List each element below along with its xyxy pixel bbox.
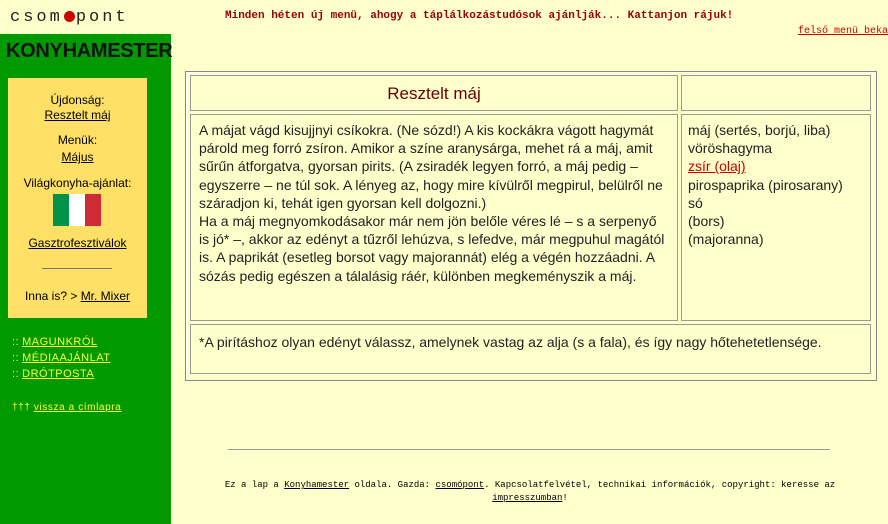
- bottom-divider: [228, 449, 830, 450]
- footer-text: Ez a lap a: [224, 480, 279, 490]
- recipe-title-cell: [190, 75, 678, 111]
- recipe-title: Resztelt máj: [387, 84, 481, 103]
- footer-text: !: [562, 493, 568, 503]
- instructions: [199, 121, 665, 285]
- italian-flag-icon[interactable]: [53, 194, 101, 226]
- ingredient-link-fat[interactable]: zsír (olaj): [688, 158, 746, 175]
- gastro-festivals-link[interactable]: Gasztrofesztiválok: [28, 236, 127, 250]
- logo-text: [10, 8, 129, 27]
- flag-stripe-white: [69, 194, 85, 226]
- note-cell: [190, 324, 871, 374]
- cross-icon: †††: [12, 402, 31, 413]
- nav-item-about: [12, 336, 110, 352]
- drink-line: [8, 289, 147, 303]
- instructions-paragraph-1: A májat vágd kisujjnyi csíkokra. (Ne sózd!) A kis kockákra vágott hagymát párold meg forró zsíron. Amikor a színe aranysárga, mehet rá a máj, amit sűrűn átforgatva, gyorsan pirits. (A zsiradék legyen forró, a máj pedig – egyszerre – ne túl sok. A lényeg az, hogy mire kívülről megpirul, belülről ne száradjon ki, tehát igen gyorsan kell dolgozni.): [199, 122, 663, 211]
- nav-item-media: [12, 352, 110, 368]
- sidebar-nav: [12, 336, 110, 384]
- footer-impresszum-link[interactable]: impresszumban: [492, 493, 563, 503]
- logo-left: csom: [10, 8, 63, 27]
- footer-text: oldala. Gazda:: [354, 480, 431, 490]
- logo[interactable]: [0, 0, 171, 34]
- back-to-home: [12, 402, 121, 413]
- footer-csomopont-link[interactable]: csomópont: [435, 480, 485, 490]
- nav-link-about[interactable]: MAGUNKRÓL: [22, 336, 98, 348]
- top-menu-link[interactable]: felső menü beka: [797, 26, 888, 37]
- menus-link[interactable]: Május: [61, 150, 94, 164]
- instructions-cell: [190, 114, 678, 321]
- nav-bullet: ::: [12, 368, 20, 380]
- nav-link-email[interactable]: DRÓTPOSTA: [22, 368, 95, 380]
- new-recipe-link[interactable]: Resztelt máj: [44, 108, 111, 122]
- menus-label: Menük:: [57, 133, 98, 147]
- footer-konyhamester-link[interactable]: Konyhamester: [284, 480, 350, 490]
- sidebar: [0, 0, 171, 524]
- feature-box: [8, 78, 147, 318]
- site-title[interactable]: KONYHAMESTER: [6, 40, 173, 62]
- divider: [42, 268, 112, 269]
- mr-mixer-link[interactable]: Mr. Mixer: [80, 289, 131, 303]
- logo-dot-icon: [64, 11, 75, 22]
- drink-prefix: Inna is? >: [24, 289, 78, 303]
- ingredient-item: vöröshagyma: [688, 140, 773, 157]
- back-to-home-link[interactable]: vissza a címlapra: [33, 402, 122, 413]
- logo-right: pont: [75, 8, 129, 27]
- world-cuisine-label: Világkonyha-ajánlat:: [23, 176, 132, 190]
- recipe-table: [185, 71, 877, 381]
- nav-link-media[interactable]: MÉDIAAJÁNLAT: [22, 352, 111, 364]
- ingredient-item: só: [688, 194, 703, 211]
- ingredient-item: (majoranna): [688, 231, 764, 248]
- ingredients-list: [688, 121, 843, 248]
- nav-bullet: ::: [12, 336, 20, 348]
- ingredient-item: máj (sertés, borjú, liba): [688, 122, 831, 138]
- flag-stripe-green: [53, 194, 69, 226]
- ingredients-cell: [681, 114, 871, 321]
- ingredient-item: pirospaprika (pirosarany): [688, 176, 843, 193]
- footer-text: . Kapcsolatfelvétel, technikai információk, copyright: keresse az: [484, 480, 836, 490]
- instructions-paragraph-2: Ha a máj megnyomkodásakor már nem jön belőle véres lé – s a serpenyő is jó* –, akkor az edényt a tűzről lehúzva, s lefedve, már megpuhul magától is. A paprikát (esetleg borsot vagy majorannát) elég a végén hozzáadni. A sózás pedig egészen a tálalásig ráér, különben megkeményszik a máj.: [199, 213, 665, 284]
- new-label: Újdonság:: [50, 93, 105, 107]
- headline: Minden héten új menü, ahogy a táplálkozástudósok ajánlják... Kattanjon rájuk!: [225, 10, 734, 22]
- nav-item-email: [12, 368, 110, 384]
- title-right-cell: [681, 75, 871, 111]
- footnote: *A pirításhoz olyan edényt válassz, amelynek vastag az alja (s a fala), és így nagy hőtehetetlensége.: [199, 334, 822, 350]
- ingredient-item: (bors): [688, 213, 725, 230]
- nav-bullet: ::: [12, 352, 20, 364]
- footer: [190, 479, 870, 505]
- flag-stripe-red: [85, 194, 101, 226]
